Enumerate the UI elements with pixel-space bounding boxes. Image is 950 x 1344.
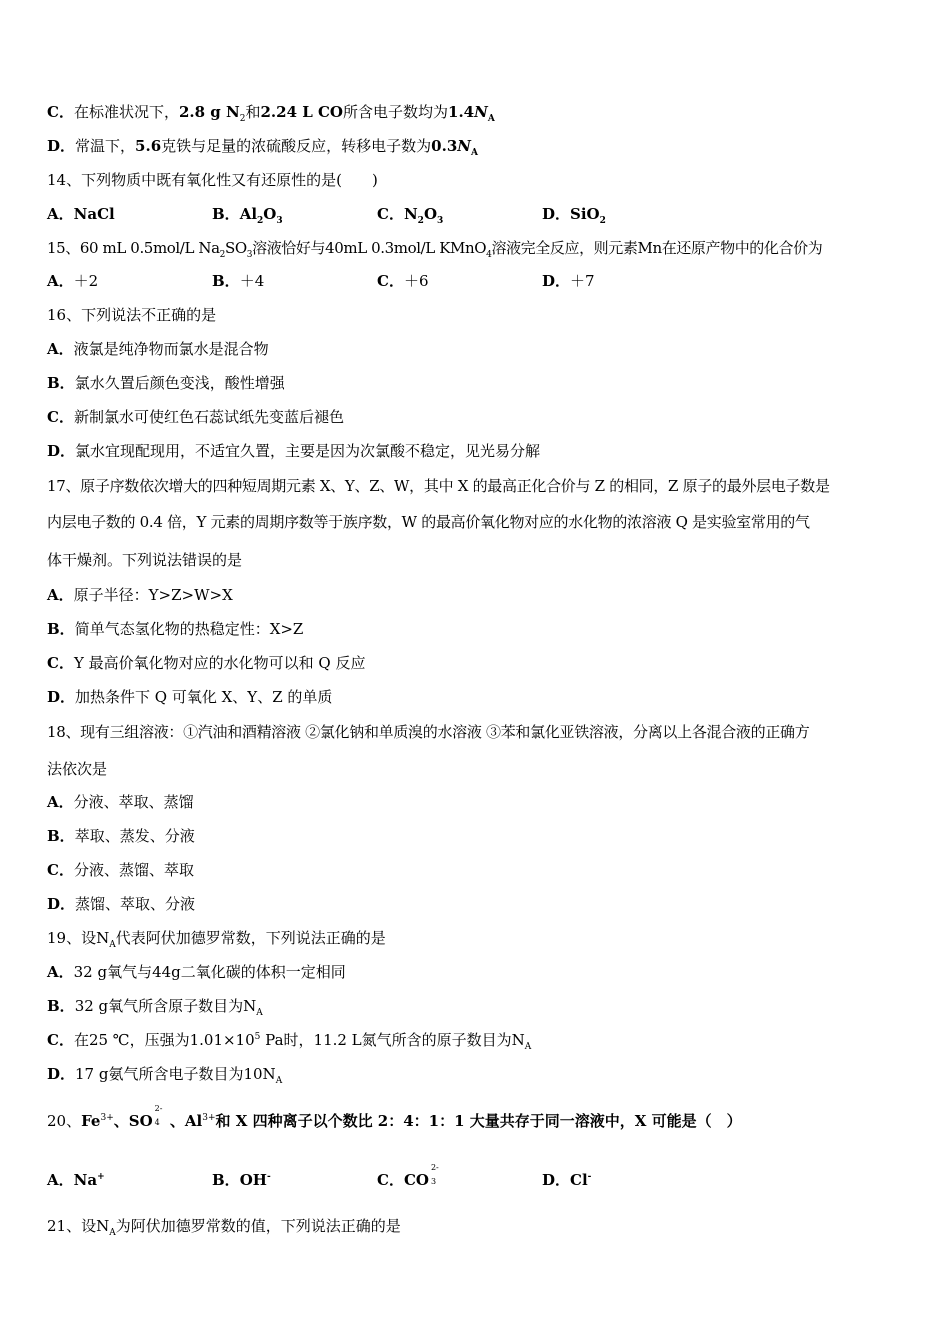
q20-option-b: B．OH- [212, 1171, 271, 1189]
q19-option-c: C．在25 ℃，压强为$1.01\times 10^5$ Pa时，11.2 L氮气所含的原子数目为$N_A$ [47, 1031, 532, 1052]
q14-option-b: B．$Al_2O_3$ [212, 205, 283, 226]
q17-option-a: A．原子半径：Y>Z>W>X [47, 586, 233, 604]
q19-option-b: B．32 g氧气所含原子数目为$N_A$ [47, 997, 263, 1018]
so4-charge: 2- 4 [154, 1104, 163, 1127]
q14-stem: 14、下列物质中既有氧化性又有还原性的是( ) [47, 171, 378, 189]
q18-option-c: C．分液、蒸馏、萃取 [47, 861, 194, 879]
q16-option-a: A．液氯是纯净物而氯水是混合物 [47, 340, 269, 358]
q18-option-a: A．分液、萃取、蒸馏 [47, 793, 194, 811]
q19-stem: 19、设$N_A$代表阿伏加德罗常数，下列说法正确的是 [47, 929, 386, 950]
q17-stem-line2: 内层电子数的 0.4 倍，Y 元素的周期序数等于族序数，W 的最高价氧化物对应的水化物的浓溶液 Q 是实验室常用的气 [47, 513, 810, 531]
q16-stem: 16、下列说法不正确的是 [47, 306, 217, 324]
q14-option-a: A．NaCl [47, 205, 115, 223]
q20-option-c: C．CO 2- 3 [377, 1170, 441, 1190]
q20-stem: 20、$Fe^{3+}$、SO 2- 4 、$Al^{3+}$和 X 四种离子以个数比 2：4：1：1 大量共存于同一溶液中，X 可能是（ ） [47, 1104, 742, 1130]
q18-stem-line2: 法依次是 [47, 760, 108, 778]
q16-option-d: D．氯水宜现配现用，不适宜久置，主要是因为次氯酸不稳定，见光易分解 [47, 442, 541, 460]
q19-option-d: D．17 g氨气所含电子数目为$10N_A$ [47, 1065, 283, 1086]
q15-stem: 15、60 mL 0.5mol/L $Na_2SO_3$溶液恰好与40mL 0.3mol/L KMnO$_4$溶液完全反应，则元素Mn在还原产物中的化合价为 [47, 239, 823, 260]
q15-option-b: B．＋4 [212, 272, 265, 290]
q17-stem-line3: 体干燥剂。下列说法错误的是 [47, 551, 243, 569]
q15-option-d: D．＋7 [542, 272, 595, 290]
q17-stem-line1: 17、原子序数依次增大的四种短周期元素 X、Y、Z、W，其中 X 的最高正化合价与 Z 的相同，Z 原子的最外层电子数是 [47, 477, 830, 495]
q16-option-b: B．氯水久置后颜色变浅，酸性增强 [47, 374, 285, 392]
q14-option-c: C．$N_2O_3$ [377, 205, 444, 226]
q14-option-d: D．SiO$_2$ [542, 205, 606, 226]
co3-charge: 2- 3 [430, 1163, 439, 1186]
q19-option-a: A．32 g氧气与44g二氧化碳的体积一定相同 [47, 963, 346, 981]
q21-stem: 21、设$N_A$为阿伏加德罗常数的值，下列说法正确的是 [47, 1217, 401, 1238]
q15-option-c: C．＋6 [377, 272, 429, 290]
q20-option-a: A．Na+ [47, 1171, 105, 1189]
q17-option-c: C．Y 最高价氧化物对应的水化物可以和 Q 反应 [47, 654, 366, 672]
q13-option-c: C．在标准状况下，2.8 g $N_2$和2.24 L CO所含电子数均为$1.4N_A$ [47, 103, 495, 124]
q13-option-d: D．常温下，5.6克铁与足量的浓硫酸反应，转移电子数为$0.3N_A$ [47, 137, 478, 158]
q16-option-c: C．新制氯水可使红色石蕊试纸先变蓝后褪色 [47, 408, 344, 426]
q18-option-d: D．蒸馏、萃取、分液 [47, 895, 196, 913]
q17-option-d: D．加热条件下 Q 可氧化 X、Y、Z 的单质 [47, 688, 333, 706]
q18-option-b: B．萃取、蒸发、分液 [47, 827, 195, 845]
q18-stem-line1: 18、现有三组溶液：①汽油和酒精溶液 ②氯化钠和单质溴的水溶液 ③苯和氯化亚铁溶液，分离以上各混合液的正确方 [47, 723, 810, 741]
q15-option-a: A．＋2 [47, 272, 99, 290]
q20-option-d: D．Cl- [542, 1171, 592, 1189]
q17-option-b: B．简单气态氢化物的热稳定性：X>Z [47, 620, 304, 638]
